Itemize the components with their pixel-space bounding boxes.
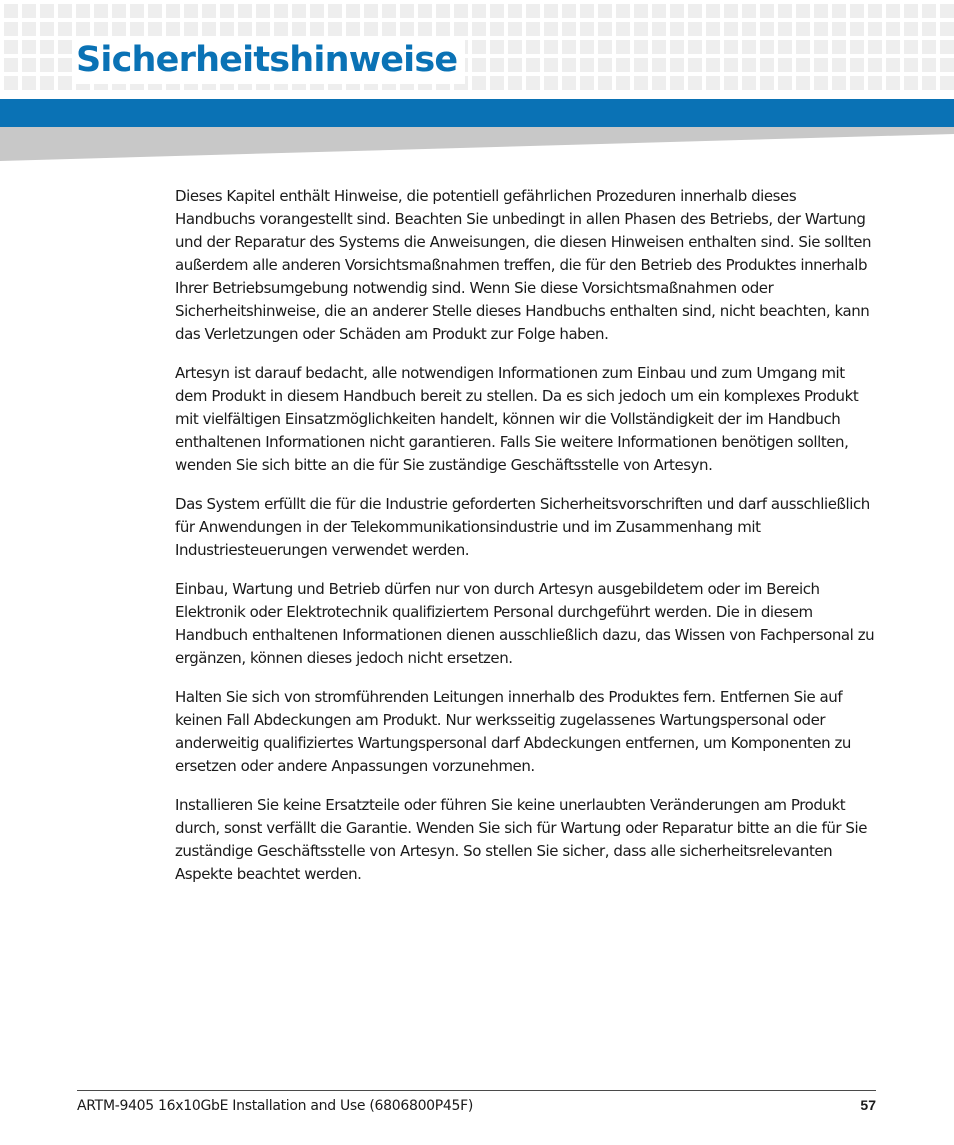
pattern-square [202,22,216,36]
pattern-square [4,22,18,36]
pattern-square [544,58,558,72]
pattern-square [724,22,738,36]
pattern-square [580,4,594,18]
pattern-square [508,58,522,72]
pattern-square [886,22,900,36]
pattern-square [274,4,288,18]
paragraph-usage: Das System erfüllt die für die Industrie geforderten Sicherheitsvorschriften und darf ausschließlich für Anwendungen in der Telekommunikationsindustrie und im Zusammenhang mit Industriesteuerungen verwendet werden. [175,495,870,559]
pattern-square [634,40,648,54]
pattern-square [490,58,504,72]
pattern-square [40,4,54,18]
pattern-square [220,4,234,18]
pattern-square [652,22,666,36]
pattern-square [166,4,180,18]
pattern-square [292,4,306,18]
pattern-square [472,58,486,72]
pattern-square [220,22,234,36]
pattern-square [472,76,486,90]
pattern-square [580,76,594,90]
pattern-square [526,76,540,90]
pattern-square [472,4,486,18]
pattern-square [922,76,936,90]
pattern-square [454,4,468,18]
pattern-square [850,4,864,18]
pattern-square [76,4,90,18]
pattern-square [850,76,864,90]
pattern-square [184,4,198,18]
pattern-square [238,22,252,36]
pattern-square [418,22,432,36]
pattern-square [904,40,918,54]
pattern-square [598,22,612,36]
pattern-square [796,40,810,54]
pattern-square [310,22,324,36]
pattern-square [544,22,558,36]
pattern-square [742,4,756,18]
pattern-square [490,76,504,90]
pattern-square [616,22,630,36]
pattern-square [490,40,504,54]
pattern-square [580,22,594,36]
pattern-square [796,22,810,36]
pattern-square [652,4,666,18]
pattern-square [832,22,846,36]
pattern-square [58,58,72,72]
pattern-square [508,40,522,54]
pattern-square [814,58,828,72]
pattern-square [886,4,900,18]
pattern-square [634,4,648,18]
pattern-square [688,22,702,36]
pattern-square [796,76,810,90]
pattern-square [652,58,666,72]
pattern-square [778,4,792,18]
pattern-square [832,40,846,54]
pattern-square [760,22,774,36]
pattern-square [778,58,792,72]
pattern-square [886,40,900,54]
title-bar [0,99,954,127]
pattern-square [616,40,630,54]
pattern-square [562,4,576,18]
pattern-square [868,40,882,54]
pattern-square [616,4,630,18]
paragraph-information: Artesyn ist darauf bedacht, alle notwendigen Informationen zum Einbau und zum Umgang mit dem Produkt in diesem Handbuch bereit zu stellen. Da es sich jedoch um ein komplexes Produkt mit vielfältigen Einsatzmöglichkeiten handelt, können wir die Vollständigkeit der im Handbuch enthaltenen Informationen nicht garantieren. Falls Sie weitere Informationen benötigen sollten, wenden Sie sich bitte an die für Sie zuständige Geschäftsstelle von Artesyn. [175,364,859,474]
pattern-square [670,40,684,54]
pattern-square [760,76,774,90]
pattern-square [202,4,216,18]
pattern-square [706,4,720,18]
pattern-square [796,4,810,18]
pattern-square [58,22,72,36]
pattern-square [832,58,846,72]
pattern-square [382,22,396,36]
pattern-square [742,22,756,36]
pattern-square [112,22,126,36]
pattern-square [526,4,540,18]
body-content [175,185,880,902]
paragraph-personnel: Einbau, Wartung und Betrieb dürfen nur von durch Artesyn ausgebildetem oder im Bereich Elektronik oder Elektrotechnik qualifiziertem Personal durchgeführt werden. Die in diesem Handbuch enthaltenen Informationen dienen ausschließlich dazu, das Wissen von Fachpersonal zu ergänzen, können dieses jedoch nicht ersetzen. [175,580,875,667]
pattern-square [148,4,162,18]
pattern-square [778,40,792,54]
footer-document-title: ARTM-9405 16x10GbE Installation and Use (6806800P45F) [77,1098,474,1114]
page-title: Sicherheitshinweise [76,36,465,84]
pattern-square [346,22,360,36]
pattern-square [814,40,828,54]
pattern-square [814,76,828,90]
pattern-square [130,22,144,36]
pattern-square [850,40,864,54]
pattern-square [670,4,684,18]
pattern-square [346,4,360,18]
pattern-square [166,22,180,36]
pattern-square [850,22,864,36]
pattern-square [688,76,702,90]
pattern-square [832,76,846,90]
pattern-square [40,58,54,72]
pattern-square [364,22,378,36]
pattern-square [922,22,936,36]
pattern-square [814,4,828,18]
pattern-square [616,58,630,72]
pattern-square [886,76,900,90]
paragraph-intro: Dieses Kapitel enthält Hinweise, die potentiell gefährlichen Prozeduren innerhalb dieses Handbuchs vorangestellt sind. Beachten Sie unbedingt in allen Phasen des Betriebs, der Wartung und der Reparatur des Systems die Anweisungen, die diesen Hinweisen enthalten sind. Sie sollten außerdem alle anderen Vorsichtsmaßnahmen treffen, die für den Betrieb des Produktes innerhalb Ihrer Betriebsumgebung notwendig sind. Wenn Sie diese Vorsichtsmaßnahmen oder Sicherheitshinweise, die an anderer Stelle dieses Handbuchs enthalten sind, nicht beachten, kann das Verletzungen oder Schäden am Produkt zur Folge haben. [175,187,872,343]
pattern-square [22,22,36,36]
pattern-square [634,58,648,72]
pattern-square [436,22,450,36]
pattern-square [670,22,684,36]
pattern-square [22,58,36,72]
pattern-square [868,4,882,18]
pattern-square [904,4,918,18]
pattern-square [472,22,486,36]
pattern-square [832,4,846,18]
pattern-square [4,58,18,72]
pattern-square [724,76,738,90]
pattern-square [904,76,918,90]
pattern-square [904,58,918,72]
pattern-square [256,22,270,36]
pattern-square [940,22,954,36]
pattern-square [778,22,792,36]
pattern-square [526,22,540,36]
pattern-square [760,4,774,18]
pattern-square [580,58,594,72]
pattern-square [76,22,90,36]
paragraph-warranty: Installieren Sie keine Ersatzteile oder führen Sie keine unerlaubten Veränderungen am Produkt durch, sonst verfällt die Garantie. Wenden Sie sich für Wartung oder Reparatur bitte an die für Sie zuständige Geschäftsstelle von Artesyn. So stellen Sie sicher, dass alle sicherheitsrelevanten Aspekte beachtet werden. [175,796,867,883]
pattern-square [922,40,936,54]
pattern-square [724,58,738,72]
pattern-square [688,40,702,54]
pattern-square [490,4,504,18]
pattern-square [634,76,648,90]
pattern-square [400,22,414,36]
pattern-square [724,4,738,18]
pattern-square [436,4,450,18]
pattern-square [130,4,144,18]
pattern-square [490,22,504,36]
pattern-square [508,4,522,18]
pattern-square [868,22,882,36]
paragraph-covers: Halten Sie sich von stromführenden Leitungen innerhalb des Produktes fern. Entfernen Sie auf keinen Fall Abdeckungen am Produkt. Nur werksseitig zugelassenes Wartungspersonal oder anderweitig qualifiziertes Wartungspersonal darf Abdeckungen entfernen, um Komponenten zu ersetzen oder andere Anpassungen vorzunehmen. [175,688,851,775]
gray-wedge [0,127,954,161]
pattern-square [58,4,72,18]
pattern-square [22,76,36,90]
pattern-square [328,4,342,18]
pattern-square [940,58,954,72]
pattern-square [706,22,720,36]
pattern-square [562,22,576,36]
pattern-square [310,4,324,18]
pattern-square [148,22,162,36]
pattern-square [184,22,198,36]
pattern-square [904,22,918,36]
pattern-square [868,58,882,72]
pattern-square [526,40,540,54]
pattern-square [598,76,612,90]
pattern-square [58,40,72,54]
footer-rule [77,1090,876,1091]
pattern-square [580,40,594,54]
pattern-square [706,76,720,90]
pattern-square [724,40,738,54]
pattern-square [652,76,666,90]
pattern-square [940,76,954,90]
pattern-square [526,58,540,72]
pattern-square [616,76,630,90]
pattern-square [598,40,612,54]
pattern-square [940,40,954,54]
pattern-square [742,76,756,90]
pattern-square [112,4,126,18]
pattern-square [544,40,558,54]
pattern-square [688,4,702,18]
pattern-square [922,4,936,18]
pattern-square [472,40,486,54]
pattern-square [40,40,54,54]
pattern-square [544,76,558,90]
pattern-square [652,40,666,54]
pattern-square [238,4,252,18]
pattern-square [274,22,288,36]
pattern-square [400,4,414,18]
pattern-square [670,76,684,90]
pattern-square [850,58,864,72]
pattern-square [562,76,576,90]
pattern-square [922,58,936,72]
pattern-square [940,4,954,18]
pattern-square [598,4,612,18]
pattern-square [4,76,18,90]
pattern-square [886,58,900,72]
pattern-square [706,58,720,72]
page-number: 57 [860,1097,876,1113]
pattern-square [598,58,612,72]
pattern-square [508,22,522,36]
pattern-square [292,22,306,36]
pattern-square [94,22,108,36]
pattern-square [40,22,54,36]
pattern-square [94,4,108,18]
pattern-square [22,40,36,54]
pattern-square [742,58,756,72]
pattern-square [868,76,882,90]
pattern-square [454,22,468,36]
pattern-square [760,58,774,72]
pattern-square [544,4,558,18]
pattern-square [418,4,432,18]
pattern-square [562,40,576,54]
pattern-square [814,22,828,36]
pattern-square [40,76,54,90]
pattern-square [760,40,774,54]
pattern-square [742,40,756,54]
pattern-square [382,4,396,18]
pattern-square [4,40,18,54]
pattern-square [256,4,270,18]
pattern-square [364,4,378,18]
pattern-square [508,76,522,90]
pattern-square [706,40,720,54]
pattern-square [562,58,576,72]
pattern-square [670,58,684,72]
pattern-square [4,4,18,18]
pattern-square [58,76,72,90]
pattern-square [328,22,342,36]
pattern-square [778,76,792,90]
pattern-square [22,4,36,18]
pattern-square [796,58,810,72]
pattern-square [688,58,702,72]
pattern-square [634,22,648,36]
